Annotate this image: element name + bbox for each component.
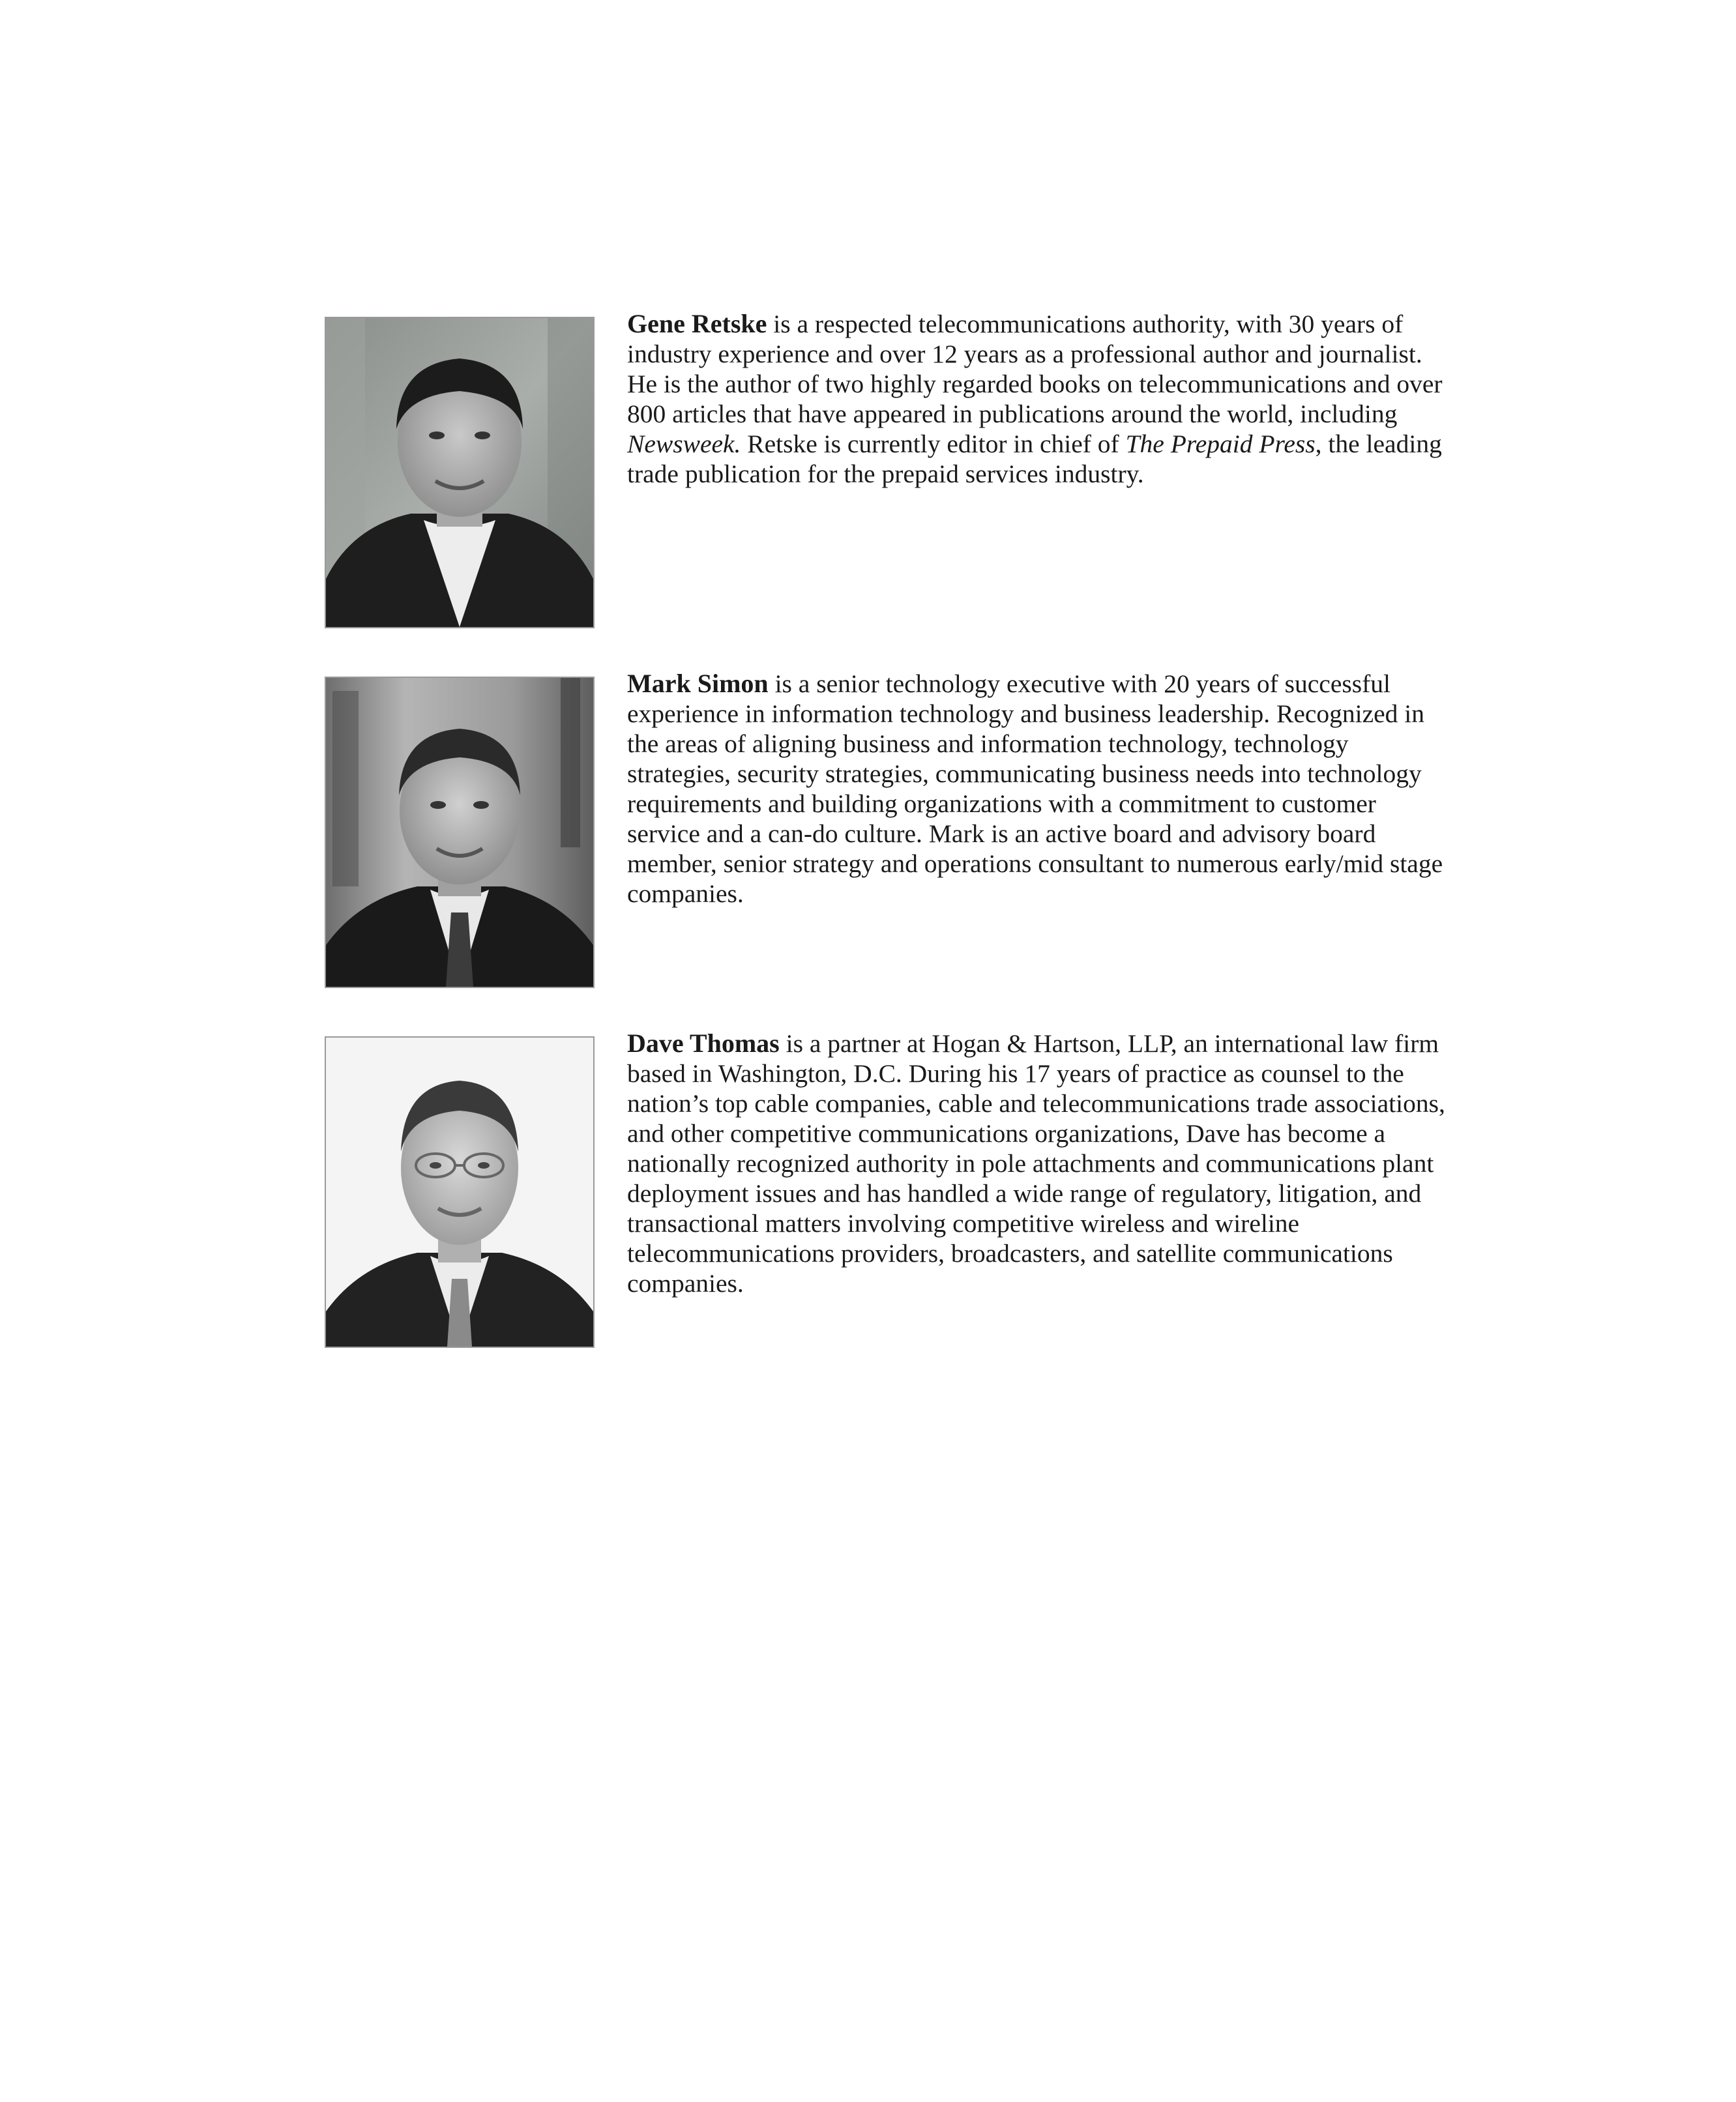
bio-paragraph <box>627 309 1454 489</box>
bio-paragraph <box>627 1029 1454 1298</box>
author-photo-mark-simon <box>325 677 595 988</box>
bio-text-segment: , the leading trade publication for the prepaid services industry. <box>627 430 1442 488</box>
bio-paragraph <box>627 669 1454 909</box>
bio-text-segment: is a senior technology executive with 20 years of successful experience in information technology and business leadership. Recognized in the areas of aligning business and information technology, technology strategies, security strategies, communicating business needs into technology requirements and building organizations with a commitment to customer service and a can-do culture. Mark is an active board and advisory board member, senior strategy and operations consultant to numerous early/mid stage companies. <box>627 669 1443 908</box>
author-photo-gene-retske <box>325 317 595 628</box>
author-bio-mark-simon <box>325 669 1459 989</box>
author-name: Gene Retske <box>627 309 767 338</box>
publication-title: Newsweek. <box>627 430 741 458</box>
author-photo-dave-thomas <box>325 1036 595 1348</box>
publication-title: The Prepaid Press <box>1125 430 1316 458</box>
author-bio-gene-retske <box>325 309 1459 630</box>
bio-text-segment: is a respected telecommunications authority, with 30 years of industry experience and over 12 years as a professional author and journalist. He is the author of two highly regarded books on telecommunications and over 800 articles that have appeared in publications around the world, including <box>627 310 1443 428</box>
bio-text-segment: is a partner at Hogan & Hartson, LLP, an international law firm based in Washington, D.C. During his 17 years of practice as counsel to the nation’s top cable companies, cable and telecommunications trade associations, and other competitive communications organizations, Dave has become a nationally recognized authority in pole attachments and communications plant deployment issues and has handled a wide range of regulatory, litigation, and transactional matters involving competitive wireless and wireline telecommunications providers, broadcasters, and satellite communications companies. <box>627 1029 1445 1298</box>
bio-text-segment: Retske is currently editor in chief of <box>741 430 1126 458</box>
author-bio-dave-thomas <box>325 1029 1459 1349</box>
author-name: Dave Thomas <box>627 1029 780 1058</box>
author-name: Mark Simon <box>627 669 769 698</box>
